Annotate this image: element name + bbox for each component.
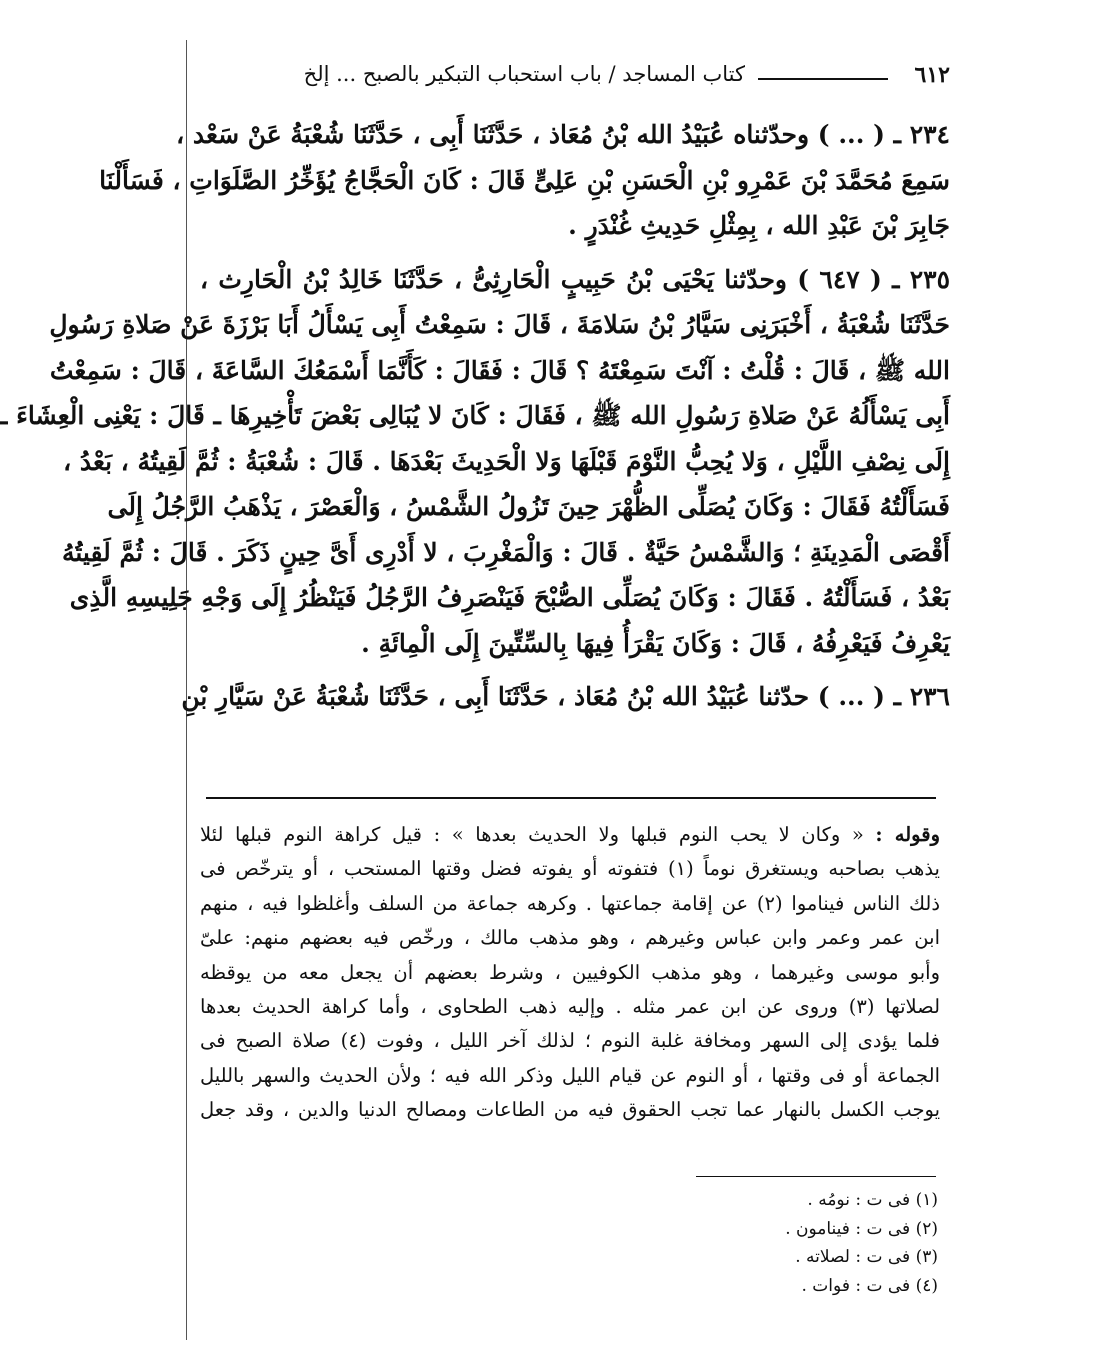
hadith-line: أَبِى يَسْأَلُهُ عَنْ صَلاةِ رَسُولِ الله ﷺ ، فَقَالَ : كَانَ لا يُبَالِى بَعْضَ تَأْخِيرِهَا ـ قَالَ : يَعْنِى الْعِشَاءَ ـ [0,401,950,430]
footnote: (١) فى ت : نومُه . [807,1190,938,1210]
hadith-line: الله ﷺ ، قَالَ : قُلْتُ : آنْتَ سَمِعْتَهُ ؟ قَالَ : فَقَالَ : كَأَنَّمَا أَسْمَعُكَ السَّاعَةَ ، قَالَ : سَمِعْتُ [49,355,950,385]
commentary-line: يوجب الكسل بالنهار عما تجب الحقوق فيه من الطاعات ومصالح الدنيا والدين ، وقد جعل [200,1098,940,1122]
commentary-line: الجماعة أو فى وقتها ، أو النوم عن قيام الليل وذكر الله فيه ؛ ولأن الحديث والسهر بالليل [200,1063,940,1087]
commentary-separator [206,797,936,799]
hadith-line: حَدَّثَنَا شُعْبَةُ ، أَخْبَرَنِى سَيَّارُ بْنُ سَلامَةَ ، قَالَ : سَمِعْتُ أَبِى يَسْأَلُ أَبَا بَرْزَةَ عَنْ صَلاةِ رَسُولِ [49,310,950,339]
footnote: (٤) فى ت : فوات . [801,1275,938,1296]
running-title: كتاب المساجد / باب استحباب التبكير بالصبح ... إلخ [303,62,745,86]
footnote: (٣) فى ت : لصلاته . [795,1247,938,1268]
page-header [200,60,950,96]
commentary-lead: وقوله : [875,823,940,846]
commentary-line: يذهب بصاحبه ويستغرق نوماً (١) فتفوته أو يفوته فضل وقتها المستحب ، أو يترخّص فى [200,857,940,881]
header-rule [758,78,888,80]
hadith-line: بَعْدُ ، فَسَأَلْتُهُ . فَقَالَ : وَكَانَ يُصَلِّى الصُّبْحَ فَيَنْصَرِفُ الرَّجُلُ فَيَنْظُرُ إِلَى وَجْهِ جَلِيسِهِ الَّذِى [69,583,950,612]
hadith-line: ٢٣٥ ـ ( ٦٤٧ ) وحدّثنا يَحْيَى بْنُ حَبِيبٍ الْحَارِثِىُّ ، حَدَّثَنَا خَالِدُ بْنُ الْحَارِث ، [200,264,951,294]
hadith-line: سَمِعَ مُحَمَّدَ بْنَ عَمْرِو بْنِ الْحَسَنِ بْنِ عَلِىٍّ قَالَ : كَانَ الْحَجَّاجُ يُؤَخِّرُ الصَّلَوَاتِ ، فَسَأَلْنَا [99,165,950,195]
commentary-line: ابن عمر وعمر وابن عباس وغيرهم ، وهو مذهب مالك ، ورخّص فيه بعضهم منهم: علىّ [200,926,940,950]
commentary-line-text: « وكان لا يحب النوم قبلها ولا الحديث بعدها » : قيل كراهة النوم قبلها لئلا [200,823,864,846]
hadith-line: جَابِرَ بْنَ عَبْدِ الله ، بِمِثْلِ حَدِيثِ غُنْدَرٍ . [568,211,950,240]
hadith-line: ٢٣٦ ـ ( ... ) حدّثنا عُبَيْدُ الله بْنُ مُعَاذ ، حَدَّثَنَا أَبِى ، حَدَّثَنَا شُعْبَةُ عَنْ سَيَّارِ بْنِ [181,682,950,711]
footnotes [606,1186,938,1300]
footnote-separator [696,1176,936,1177]
page-number: ٦١٢ [914,62,950,88]
commentary-line: ذلك الناس فيناموا (٢) عن إقامة جماعتها . وكرهه جماعة من السلف وأغلظوا فيه ، منهم [200,891,941,915]
hadith-line: يَعْرِفُ فَيَعْرِفُهُ ، قَالَ : وَكَانَ يَقْرَأُ فِيهَا بِالسِّتِّينَ إِلَى الْمِائَةِ . [361,628,950,658]
hadith-text [0,112,951,728]
commentary-line: فلما يؤدى إلى السهر ومخافة غلبة النوم ؛ لذلك آخر الليل ، وفوت (٤) صلاة الصبح فى [200,1029,940,1053]
footnote: (٢) فى ت : فينامون . [785,1218,938,1239]
hadith-line: فَسَأَلْتُهُ فَقَالَ : وَكَانَ يُصَلِّى الظُّهْرَ حِينَ تَزُولُ الشَّمْسُ ، وَالْعَصْرَ ، يَذْهَبُ الرَّجُلُ إِلَى [107,492,950,521]
hadith-line: ٢٣٤ ـ ( ... ) وحدّثناه عُبَيْدُ الله بْنُ مُعَاذ ، حَدَّثَنَا أَبِى ، حَدَّثَنَا شُعْبَةُ عَنْ سَعْد ، [176,120,950,149]
hadith-line: إِلَى نِصْفِ اللَّيْلِ ، وَلا يُحِبُّ النَّوْمَ قَبْلَهَا وَلا الْحَدِيثَ بَعْدَهَا . قَالَ : شُعْبَةُ : ثُمَّ لَقِيتُهُ ، بَعْدُ ، [63,446,950,476]
commentary-line: وأبو موسى وغيرهما ، وهو مذهب الكوفيين ، وشرط بعضهم أن يجعل معه من يوقظه [200,960,940,984]
commentary-line: لصلاتها (٣) وروى عن ابن عمر مثله . وإليه ذهب الطحاوى ، وأما كراهة الحديث بعدها [200,995,941,1019]
hadith-234 [99,112,950,249]
commentary [200,818,940,1128]
hadith-236 [181,674,950,720]
commentary-line [200,818,940,852]
hadith-235 [0,257,951,667]
hadith-line: أَقْصَى الْمَدِينَةِ ؛ وَالشَّمْسُ حَيَّةٌ . قَالَ : وَالْمَغْرِبَ ، لا أَدْرِى أَىَّ حِينٍ ذَكَرَ . قَالَ : ثُمَّ لَقِيتُهُ [61,537,950,567]
